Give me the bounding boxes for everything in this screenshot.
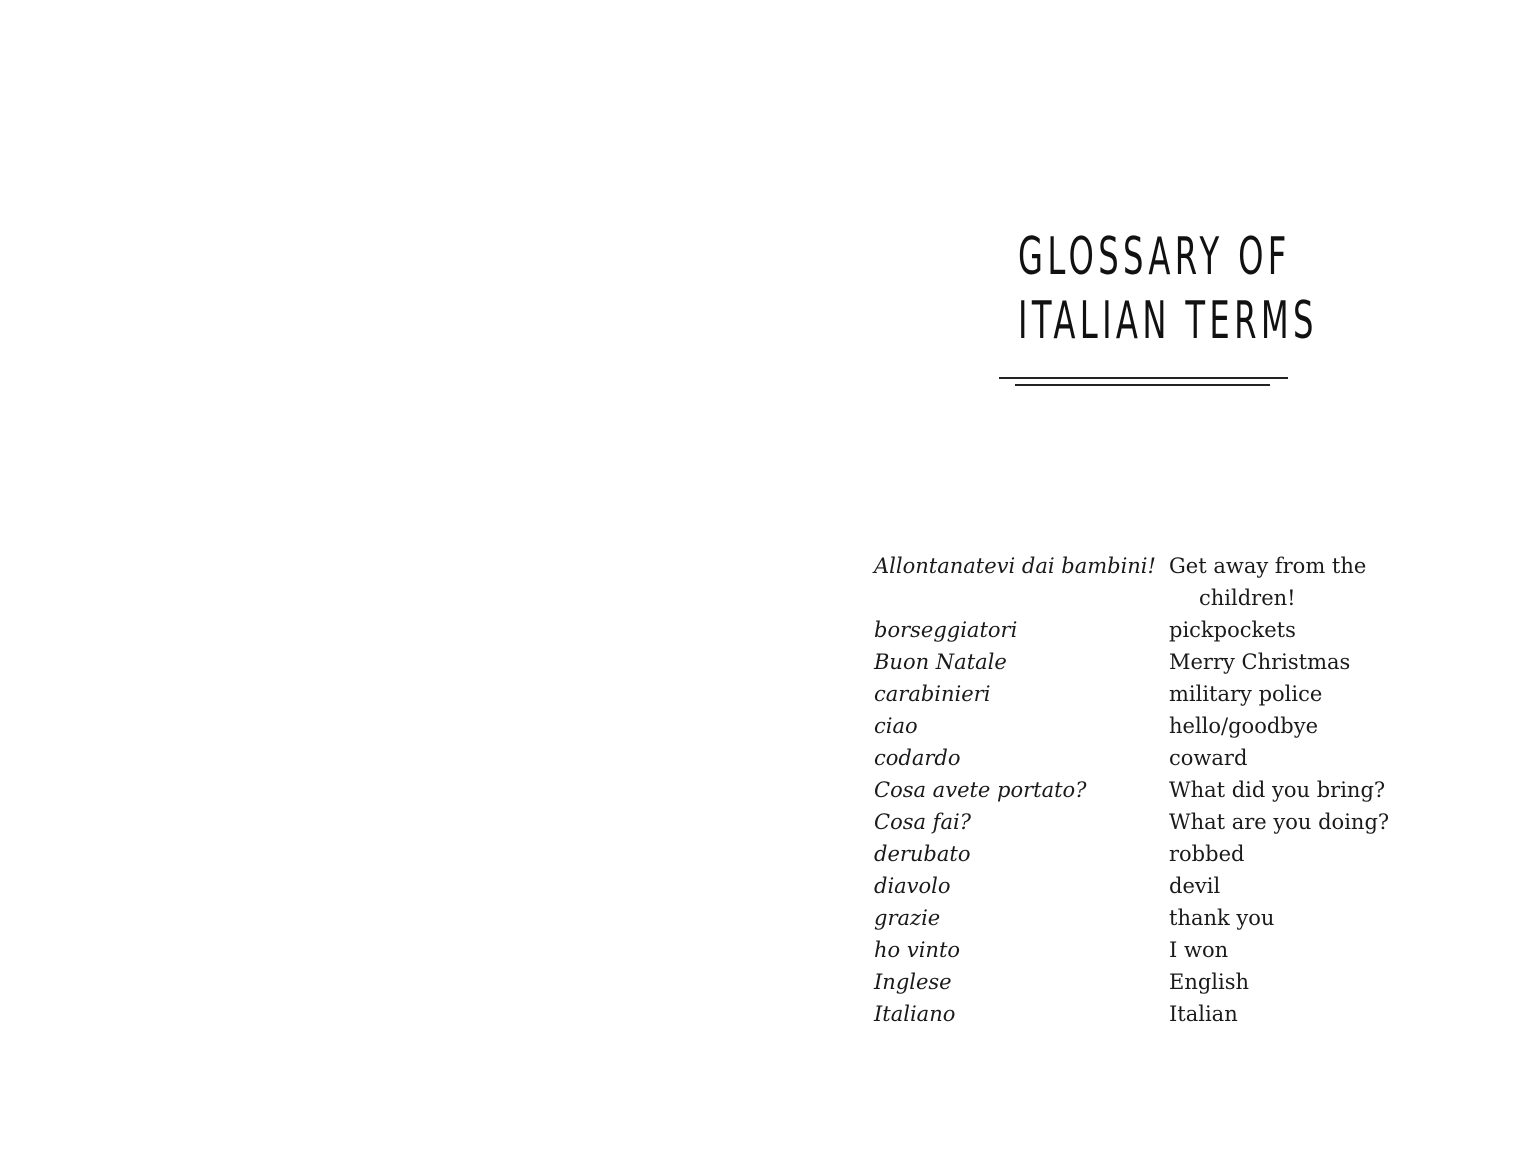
- glossary-definition: I won: [1169, 938, 1229, 962]
- glossary-definition: Get away from the children!: [1169, 554, 1367, 610]
- glossary-entry: [874, 614, 1394, 646]
- title-line-2: ITALIAN TERMS: [1018, 291, 1318, 351]
- glossary-entry: [874, 966, 1394, 998]
- glossary-definition: English: [1169, 970, 1250, 994]
- glossary-term: ho vinto: [874, 938, 961, 962]
- glossary-list: [874, 550, 1394, 1030]
- glossary-term: Italiano: [874, 1002, 956, 1026]
- glossary-entry: [874, 934, 1394, 966]
- glossary-entry: [874, 998, 1394, 1030]
- glossary-definition: What did you bring?: [1169, 778, 1386, 802]
- glossary-definition: military police: [1169, 682, 1323, 706]
- glossary-term: grazie: [874, 906, 941, 930]
- title-rule-top: [999, 377, 1288, 379]
- glossary-definition: Merry Christmas: [1169, 650, 1351, 674]
- glossary-term: codardo: [874, 746, 961, 770]
- glossary-definition: coward: [1169, 746, 1248, 770]
- glossary-entry: [874, 646, 1394, 678]
- glossary-term: diavolo: [874, 874, 951, 898]
- glossary-entry: [874, 902, 1394, 934]
- title-rule-bottom: [1015, 384, 1270, 386]
- page-title: [942, 225, 1342, 353]
- glossary-term: derubato: [874, 842, 971, 866]
- glossary-definition: thank you: [1169, 906, 1275, 930]
- glossary-definition: What are you doing?: [1169, 810, 1390, 834]
- glossary-term: Cosa fai?: [874, 810, 971, 834]
- glossary-entry: [874, 710, 1394, 742]
- glossary-term: carabinieri: [874, 682, 991, 706]
- glossary-entry: [874, 678, 1394, 710]
- glossary-definition: hello/goodbye: [1169, 714, 1319, 738]
- glossary-entry: [874, 742, 1394, 774]
- glossary-term: Inglese: [874, 970, 952, 994]
- glossary-definition: Italian: [1169, 1002, 1238, 1026]
- glossary-term: borseggiatori: [874, 618, 1018, 642]
- glossary-term: Buon Natale: [874, 650, 1007, 674]
- glossary-definition: pickpockets: [1169, 618, 1296, 642]
- glossary-entry: [874, 774, 1394, 806]
- glossary-entry: [874, 838, 1394, 870]
- glossary-term: Cosa avete portato?: [874, 778, 1087, 802]
- glossary-entry: [874, 806, 1394, 838]
- right-page: [762, 0, 1524, 1169]
- glossary-entry: [874, 870, 1394, 902]
- glossary-definition: robbed: [1169, 842, 1245, 866]
- glossary-entry: [874, 550, 1394, 614]
- glossary-term: Allontanatevi dai bambini!: [874, 554, 1156, 578]
- title-line-1: GLOSSARY OF: [1018, 227, 1291, 287]
- glossary-definition: devil: [1169, 874, 1221, 898]
- glossary-term: ciao: [874, 714, 918, 738]
